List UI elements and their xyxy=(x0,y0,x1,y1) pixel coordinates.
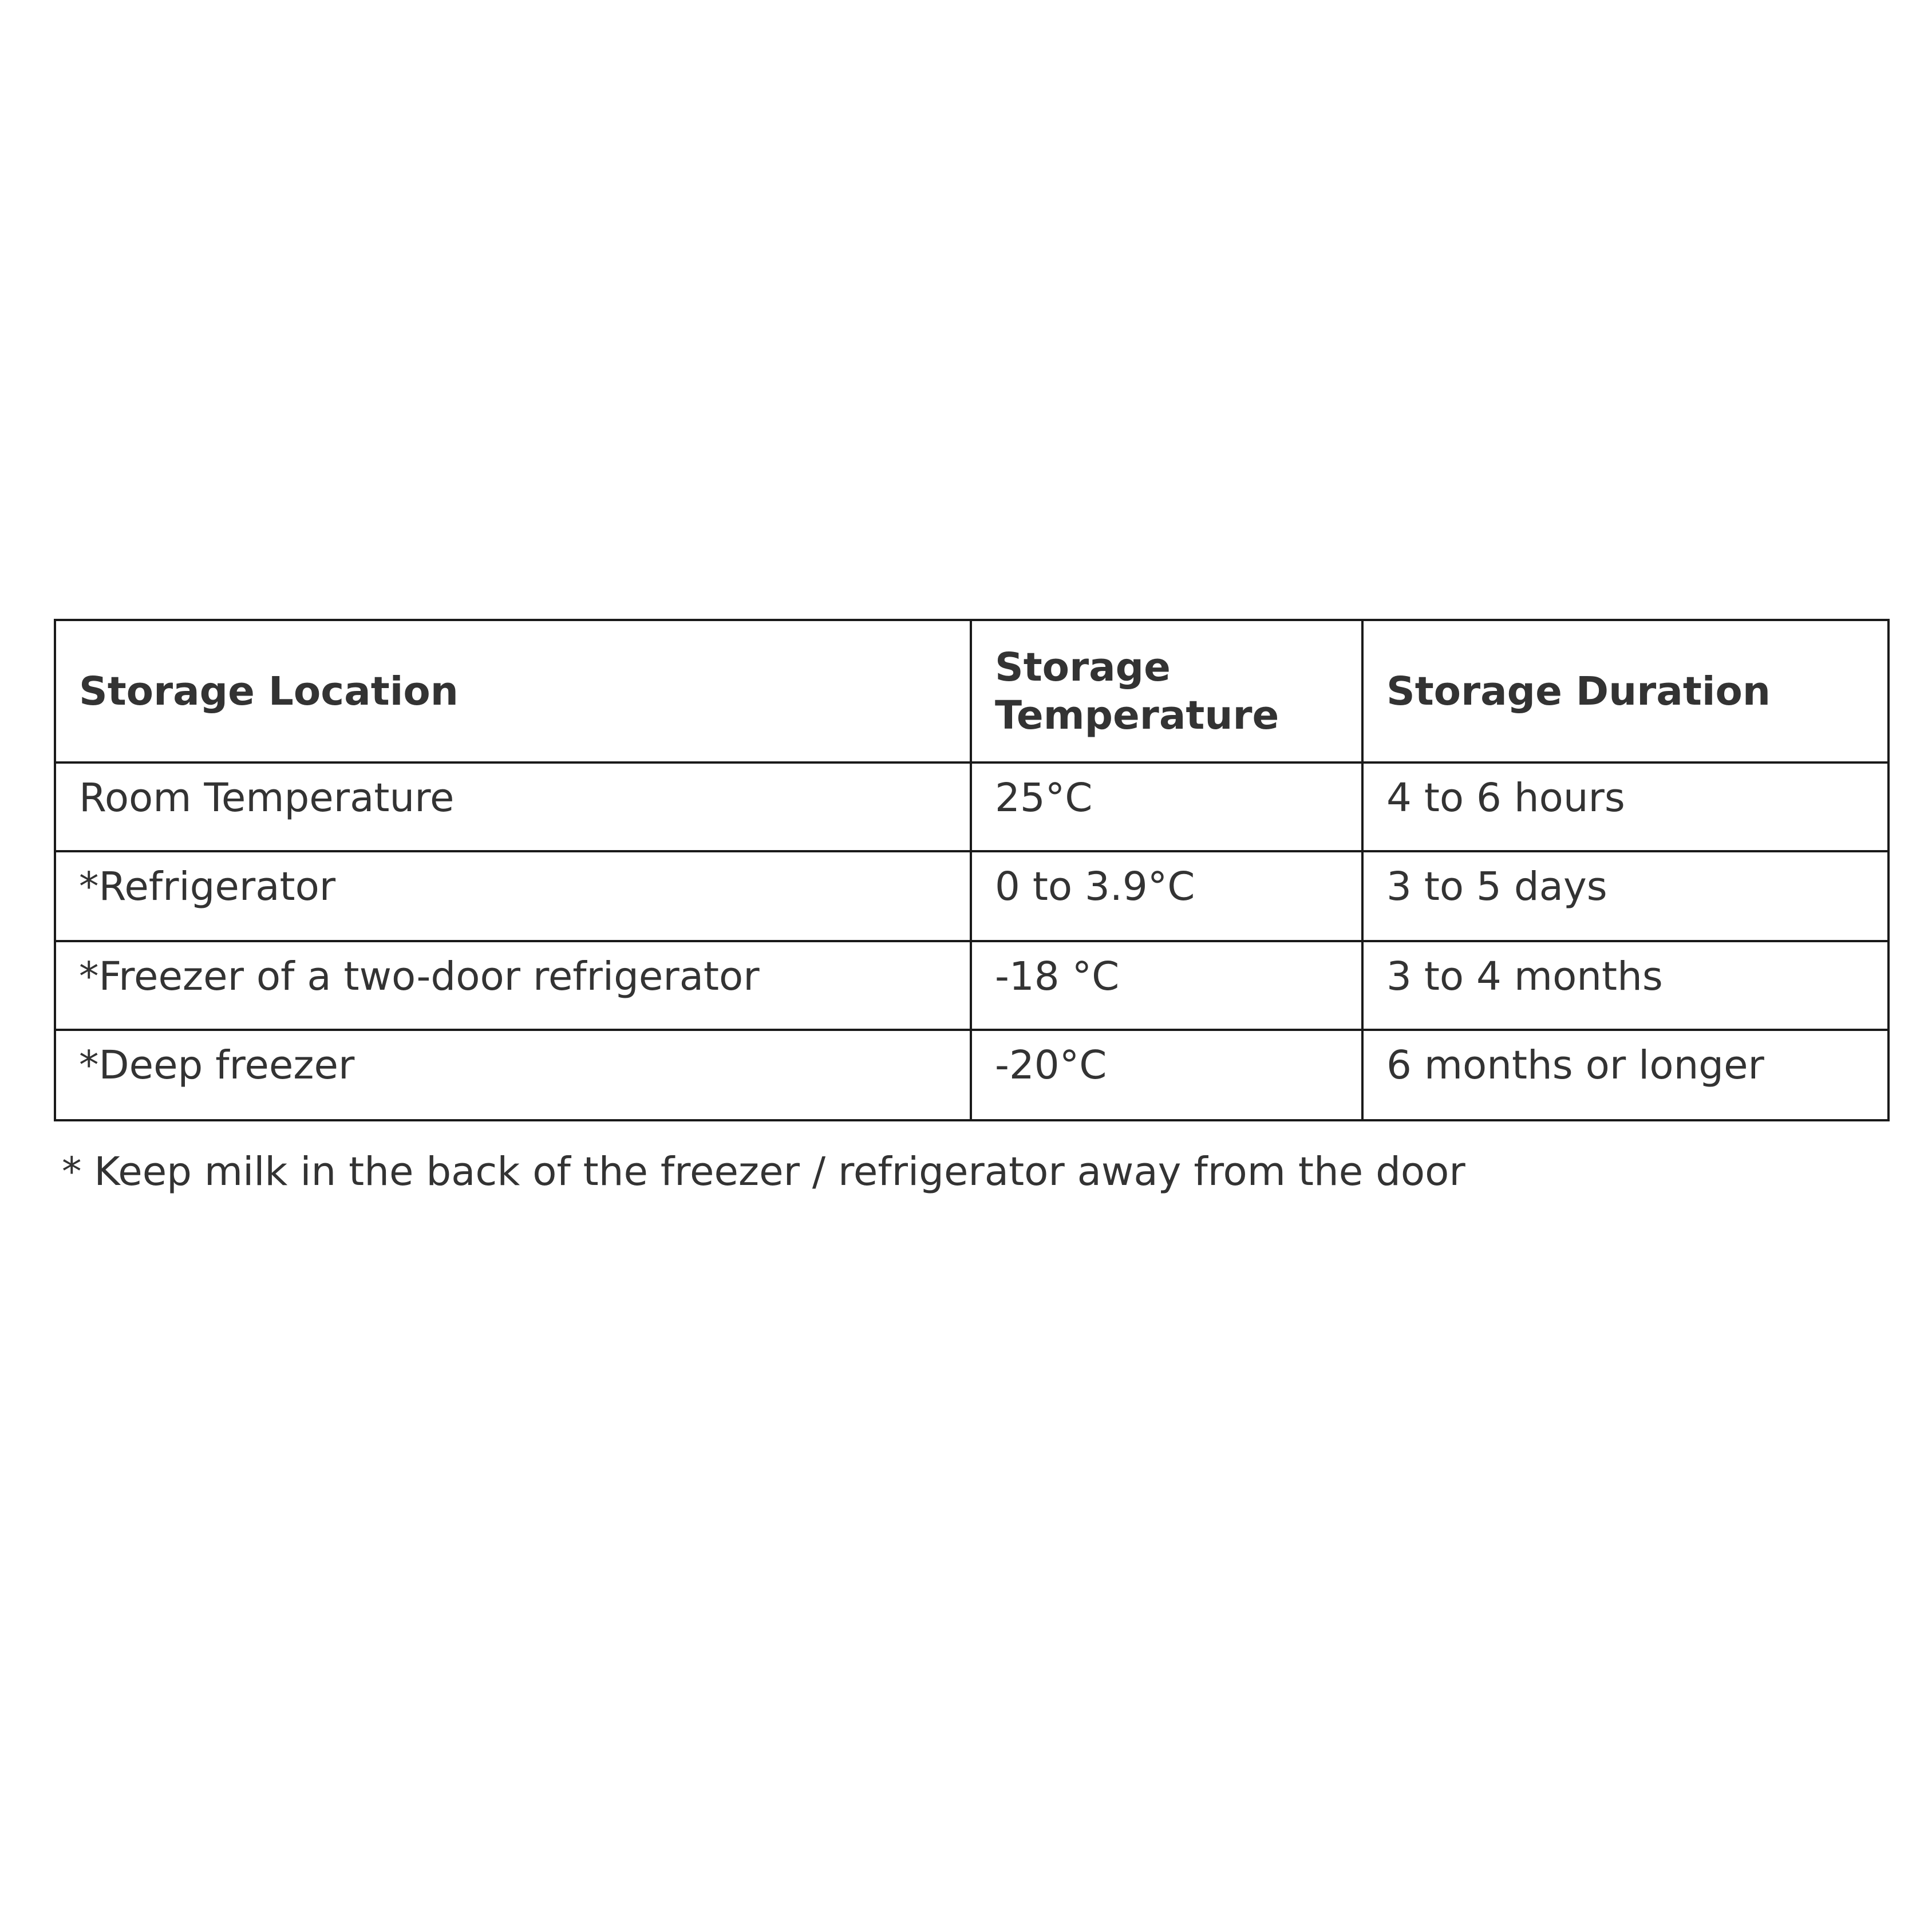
cell-temperature: -18 °C xyxy=(971,941,1362,1030)
cell-duration: 4 to 6 hours xyxy=(1362,762,1888,851)
cell-location: Room Temperature xyxy=(55,762,971,851)
header-storage-location: Storage Location xyxy=(55,620,971,762)
table-row xyxy=(55,941,1888,1030)
cell-duration: 3 to 5 days xyxy=(1362,851,1888,941)
table-header-row xyxy=(55,620,1888,762)
header-storage-duration: Storage Duration xyxy=(1362,620,1888,762)
storage-table xyxy=(54,619,1890,1121)
cell-location: *Refrigerator xyxy=(55,851,971,941)
cell-location: *Freezer of a two-door refrigerator xyxy=(55,941,971,1030)
cell-duration: 6 months or longer xyxy=(1362,1030,1888,1120)
footnote: * Keep milk in the back of the freezer / refrigerator away from the door xyxy=(62,1149,1465,1195)
header-storage-temperature: Storage Temperature xyxy=(971,620,1362,762)
cell-temperature: 0 to 3.9°C xyxy=(971,851,1362,941)
table-row xyxy=(55,851,1888,941)
table-row xyxy=(55,1030,1888,1120)
cell-temperature: 25°C xyxy=(971,762,1362,851)
cell-duration: 3 to 4 months xyxy=(1362,941,1888,1030)
cell-temperature: -20°C xyxy=(971,1030,1362,1120)
cell-location: *Deep freezer xyxy=(55,1030,971,1120)
table-row xyxy=(55,762,1888,851)
